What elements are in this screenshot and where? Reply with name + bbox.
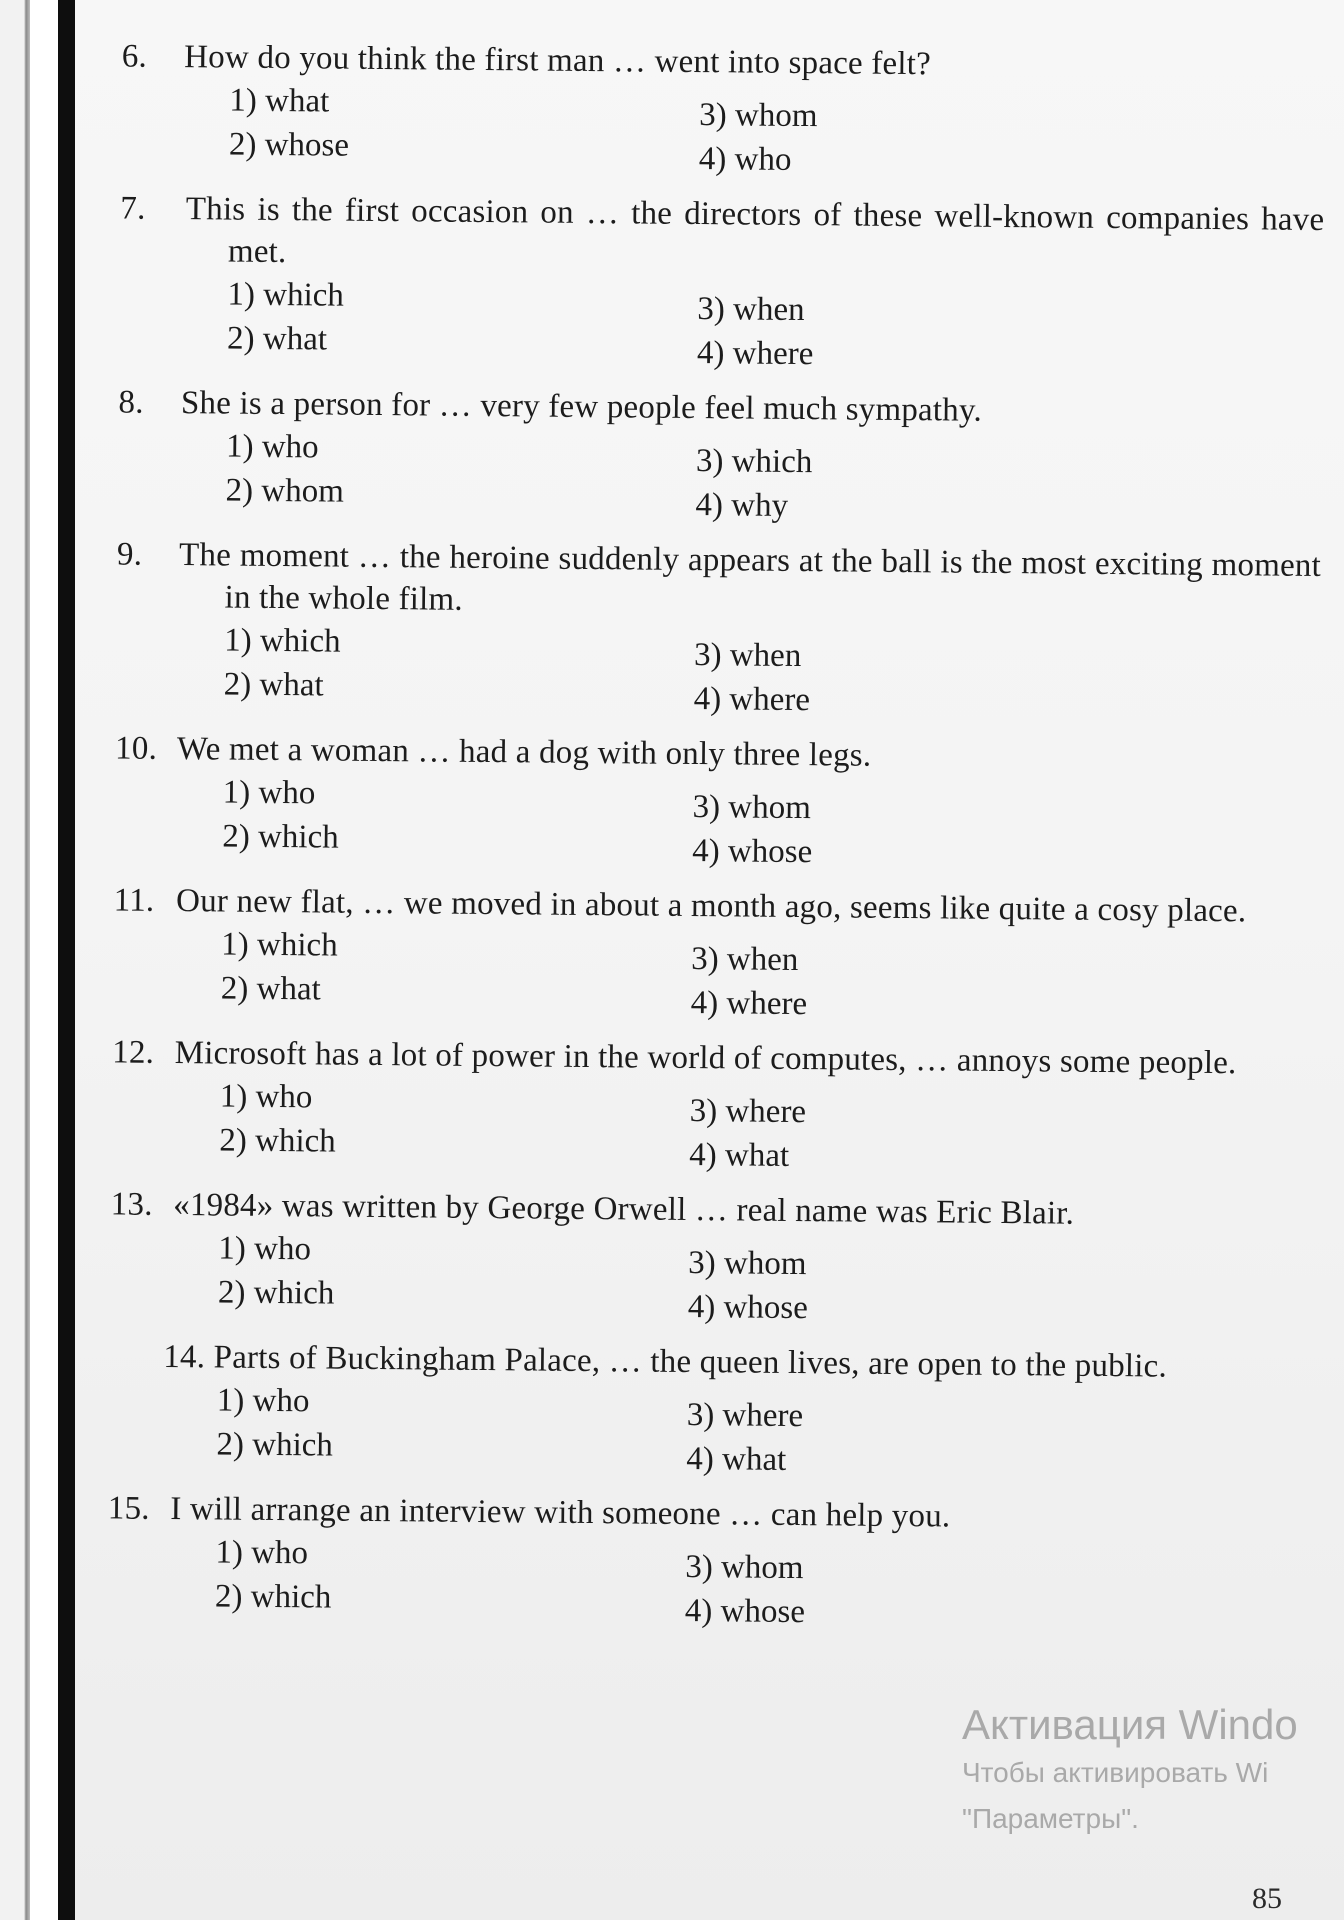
option-1: 1) who <box>219 1078 313 1116</box>
option-4: 4) whose <box>692 832 813 871</box>
option-2: 2) which <box>222 818 339 856</box>
option-3: 3) when <box>693 637 802 675</box>
option-1: 1) which <box>224 622 341 660</box>
option-3: 3) where <box>686 1396 804 1435</box>
watermark-line: Чтобы активировать Wi <box>962 1757 1269 1788</box>
option-3: 3) when <box>690 940 799 979</box>
option-4: 4) where <box>693 681 811 719</box>
option-1: 1) who <box>225 428 319 466</box>
question-6 <box>175 36 1326 177</box>
question-text: I will arrange an interview with someone … can help you. <box>170 1491 951 1535</box>
option-3: 3) whom <box>699 97 818 135</box>
watermark-title: Активация Windo <box>962 1701 1298 1748</box>
option-3: 3) when <box>697 291 805 329</box>
question-14 <box>162 1336 1313 1477</box>
answer-options <box>215 1530 1312 1629</box>
option-1: 1) what <box>229 82 330 120</box>
option-4: 4) what <box>689 1136 790 1174</box>
question-12 <box>165 1032 1316 1173</box>
option-2: 2) what <box>226 320 328 358</box>
question-15 <box>161 1488 1312 1629</box>
option-1: 1) which <box>221 926 338 964</box>
answer-options <box>216 1378 1313 1477</box>
option-4: 4) whose <box>684 1592 806 1631</box>
answer-options <box>219 1074 1316 1173</box>
option-4: 4) why <box>695 487 789 524</box>
question-9 <box>170 534 1322 717</box>
option-2: 2) which <box>216 1426 334 1464</box>
page-number: 85 <box>1252 1882 1282 1915</box>
option-3: 3) which <box>695 443 813 481</box>
question-list <box>161 36 1326 1651</box>
question-text: Our new flat, … we moved in about a month ago, seems like quite a cosy place. <box>175 883 1247 930</box>
option-1: 1) who <box>215 1534 309 1572</box>
option-4: 4) where <box>696 335 814 373</box>
question-text: How do you think the first man … went into space felt? <box>184 39 932 83</box>
answer-options <box>229 79 1326 178</box>
option-1: 1) who <box>222 774 316 812</box>
option-2: 2) whose <box>228 126 350 164</box>
option-3: 3) whom <box>692 788 812 827</box>
answer-options <box>224 618 1321 717</box>
question-10 <box>168 728 1319 869</box>
option-2: 2) whom <box>225 472 345 510</box>
option-3: 3) whom <box>685 1548 804 1587</box>
question-number: 14. <box>163 1338 206 1376</box>
screen-edge <box>0 0 30 1920</box>
option-2: 2) which <box>214 1578 332 1616</box>
question-8 <box>171 382 1322 523</box>
question-11 <box>167 880 1318 1021</box>
answer-options <box>222 770 1319 869</box>
option-2: 2) which <box>217 1274 335 1312</box>
answer-options <box>227 273 1324 372</box>
watermark-line: "Параметры". <box>962 1803 1139 1834</box>
option-2: 2) what <box>223 666 324 704</box>
question-text: «1984» was written by George Orwell … real name was Eric Blair. <box>173 1187 1075 1232</box>
option-3: 3) whom <box>688 1244 807 1283</box>
question-text: She is a person for … very few people feel much sympathy. <box>180 385 983 429</box>
windows-activation-watermark <box>962 1700 1342 1842</box>
question-text: We met a woman … had a dog with only three legs. <box>176 731 872 774</box>
question-13 <box>164 1184 1315 1325</box>
book-binding-shadow <box>58 0 75 1920</box>
answer-options <box>218 1226 1315 1325</box>
option-1: 1) who <box>216 1382 310 1420</box>
option-4: 4) what <box>686 1440 787 1478</box>
option-1: 1) who <box>218 1230 312 1268</box>
answer-options <box>221 922 1318 1021</box>
question-text: Microsoft has a lot of power in the world of computes, … annoys some people. <box>174 1035 1237 1082</box>
option-3: 3) where <box>689 1092 807 1131</box>
question-text: Parts of Buckingham Palace, … the queen lives, are open to the public. <box>213 1339 1168 1385</box>
option-4: 4) whose <box>687 1288 809 1327</box>
option-4: 4) who <box>698 141 792 178</box>
option-1: 1) which <box>227 276 345 314</box>
option-2: 2) which <box>219 1122 336 1160</box>
answer-options <box>225 425 1322 524</box>
option-2: 2) what <box>220 970 321 1008</box>
question-text: This is the first occasion on … the directors of these well-known companies have met. <box>185 191 1325 271</box>
question-text: The moment … the heroine suddenly appears at the ball is the most exciting moment in the whole film. <box>178 537 1322 618</box>
option-4: 4) where <box>690 984 808 1023</box>
question-7 <box>173 188 1325 371</box>
